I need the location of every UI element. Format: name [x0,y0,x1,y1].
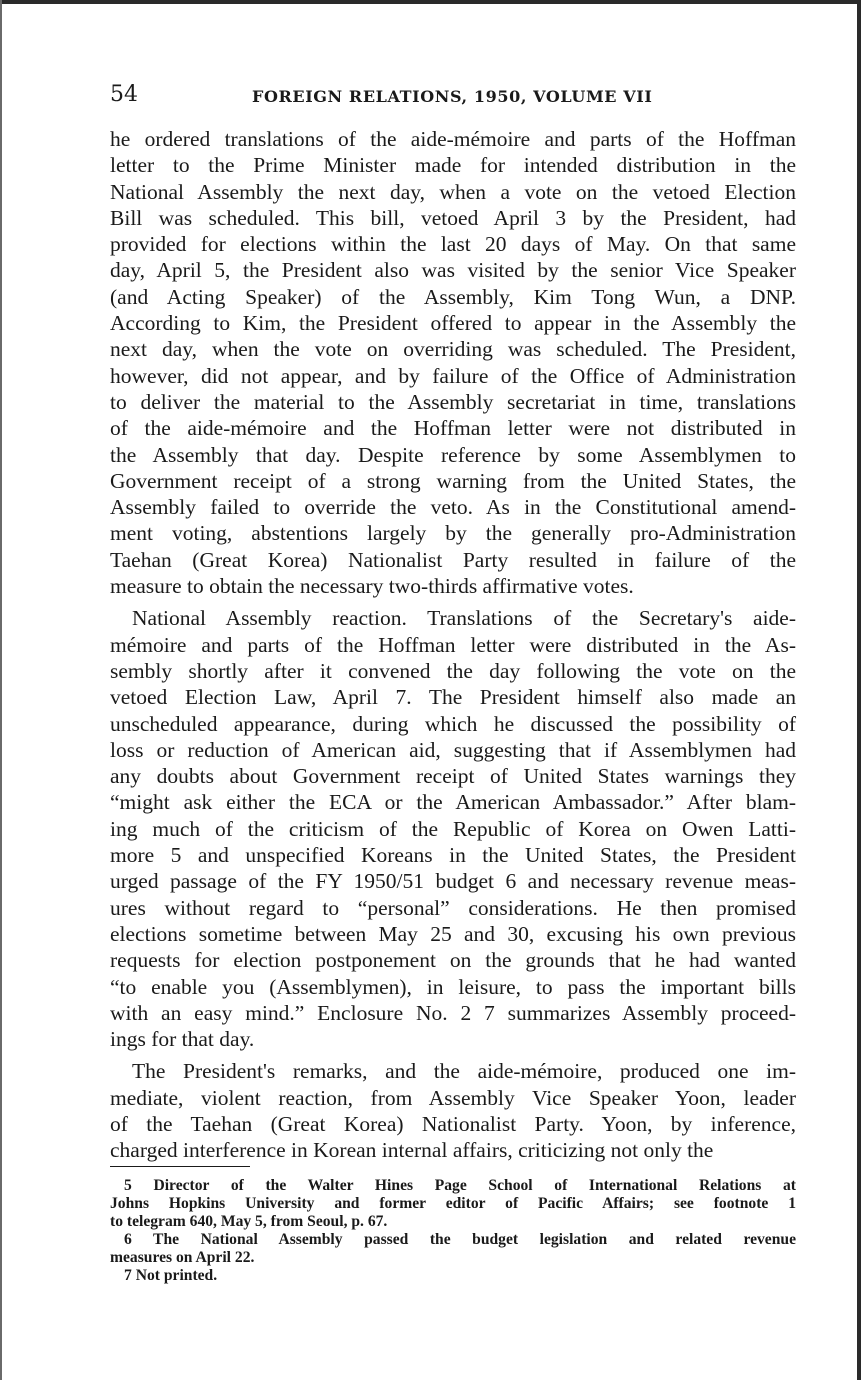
text-line: Bill was scheduled. This bill, vetoed April 3 by the President, had [110,205,796,230]
text-line: day, April 5, the President also was visited by the senior Vice Speaker [110,258,796,283]
text-line: ing much of the criticism of the Republic of Korea on Owen Latti- [110,816,796,841]
text-line: National Assembly the next day, when a vote on the vetoed Election [110,179,796,204]
text-line: mémoire and parts of the Hoffman letter were distributed in the As- [110,632,796,657]
text-line: Taehan (Great Korea) Nationalist Party resulted in failure of the [110,547,796,572]
running-title: FOREIGN RELATIONS, 1950, VOLUME VII [252,87,653,106]
paragraph-3 [110,1058,796,1163]
text-line: loss or reduction of American aid, suggesting that if Assemblymen had [110,737,796,762]
paragraph-1 [110,126,796,599]
text-line: ings for that day. [110,1027,255,1052]
text-line: unscheduled appearance, during which he discussed the possibility of [110,711,796,736]
text-line: mediate, violent reaction, from Assembly Vice Speaker Yoon, leader [110,1085,796,1110]
page-frame-left [0,0,2,1380]
text-line: urged passage of the FY 1950/51 budget 6 and necessary revenue meas- [110,869,796,894]
text-line: provided for elections within the last 20 days of May. On that same [110,232,796,257]
text-line: elections sometime between May 25 and 30, excusing his own previous [110,921,796,946]
page-header [110,82,796,112]
text-line: Government receipt of a strong warning from the United States, the [110,468,796,493]
footnote-line: 6 The National Assembly passed the budget legislation and related revenue [124,1231,796,1248]
text-line: next day, when the vote on overriding was scheduled. The President, [110,337,796,362]
text-line: of the aide-mémoire and the Hoffman letter were not distributed in [110,416,796,441]
text-line: measure to obtain the necessary two-thirds affirmative votes. [110,574,634,599]
text-line: charged interference in Korean internal affairs, criticizing not only the [110,1138,714,1163]
page-frame-top [0,0,861,4]
text-line: sembly shortly after it convened the day following the vote on the [110,658,796,683]
footnotes [110,1177,796,1285]
text-line: vetoed Election Law, April 7. The President himself also made an [110,685,796,710]
text-line: requests for election postponement on the grounds that he had wanted [110,948,796,973]
text-line: National Assembly reaction. Translations of the Secretary's aide- [132,606,796,631]
text-line: The President's remarks, and the aide-mémoire, produced one im- [132,1059,796,1084]
text-line: more 5 and unspecified Koreans in the United States, the President [110,843,796,868]
text-line: “to enable you (Assemblymen), in leisure, to pass the important bills [110,974,796,999]
footnote-line: Johns Hopkins University and former editor of Pacific Affairs; see footnote 1 [110,1195,796,1212]
text-line: any doubts about Government receipt of United States warnings they [110,764,796,789]
text-line: letter to the Prime Minister made for intended distribution in the [110,153,796,178]
text-line: however, did not appear, and by failure of the Office of Administration [110,363,796,388]
text-line: “might ask either the ECA or the American Ambassador.” After blam- [110,790,796,815]
paragraph-2 [110,605,796,1052]
text-line: Assembly failed to override the veto. As in the Constitutional amend- [110,495,796,520]
text-line: ures without regard to “personal” considerations. He then promised [110,895,796,920]
text-line: According to Kim, the President offered to appear in the Assembly the [110,311,796,336]
footnote-line: 7 Not printed. [124,1267,218,1284]
page-frame-right [857,0,861,1380]
text-line: of the Taehan (Great Korea) Nationalist Party. Yoon, by inference, [110,1111,796,1136]
text-line: the Assembly that day. Despite reference by some Assemblymen to [110,442,796,467]
body-text [110,126,796,1164]
page-number: 54 [110,82,138,107]
text-line: to deliver the material to the Assembly secretariat in time, translations [110,389,796,414]
text-line: he ordered translations of the aide-mémoire and parts of the Hoffman [110,127,796,151]
text-line: (and Acting Speaker) of the Assembly, Kim Tong Wun, a DNP. [110,284,796,309]
footnote-line: to telegram 640, May 5, from Seoul, p. 67. [110,1213,388,1230]
text-line: ment voting, abstentions largely by the generally pro-Administration [110,521,796,546]
footnote-line: measures on April 22. [110,1249,255,1266]
footnote-line: 5 Director of the Walter Hines Page School of International Relations at [124,1177,796,1194]
text-line: with an easy mind.” Enclosure No. 2 7 summarizes Assembly proceed- [110,1000,796,1025]
footnote-rule [110,1166,250,1167]
